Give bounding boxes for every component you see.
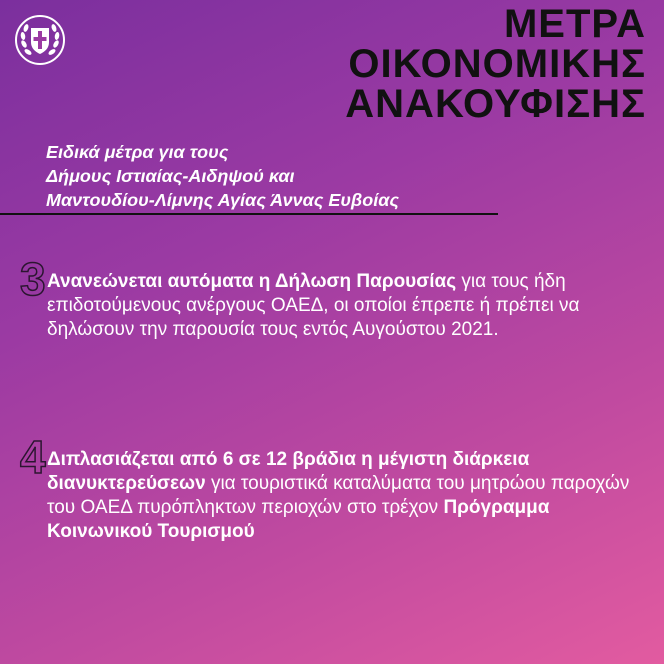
measure-body-text: για τους ήδη επιδοτούμενους ανέργους ΟΑΕΔ, οι οποίοι έπρεπε ή πρέπει να δηλώσουν την παρουσία τους εντός Αυγούστου 2021. bbox=[47, 271, 580, 340]
measure-number: 4 bbox=[20, 431, 46, 483]
measure-bold-text: Διπλασιάζεται από 6 σε 12 βράδια η μέγιστη διάρκεια διανυκτερεύσεων bbox=[47, 449, 530, 494]
subtitle-line-3: Μαντουδίου-Λίμνης Αγίας Άννας Ευβοίας bbox=[46, 190, 399, 210]
measure-bold-text-2: Πρόγραμμα Κοινωνικού Τουρισμού bbox=[47, 497, 550, 542]
measure-text bbox=[47, 270, 647, 342]
headline-line-3: ΑΝΑΚΟΥΦΙΣΗΣ bbox=[345, 82, 646, 126]
measure-bold-text: Ανανεώνεται αυτόματα η Δήλωση Παρουσίας bbox=[47, 271, 457, 292]
measure-text bbox=[47, 448, 647, 544]
subtitle bbox=[46, 140, 516, 212]
subtitle-underline bbox=[0, 213, 498, 215]
greek-coat-of-arms-icon bbox=[14, 14, 66, 66]
subtitle-line-1: Ειδικά μέτρα για τους bbox=[46, 142, 229, 162]
subtitle-line-2: Δήμους Ιστιαίας-Αιδηψού και bbox=[46, 166, 295, 186]
headline bbox=[345, 4, 646, 124]
measure-number: 3 bbox=[20, 253, 46, 305]
headline-line-2: ΟΙΚΟΝΟΜΙΚΗΣ bbox=[348, 42, 646, 86]
measure-body-text: για τουριστικά καταλύματα του μητρώου παροχών του ΟΑΕΔ πυρόπληκτων περιοχών στο τρέχον bbox=[47, 473, 630, 518]
headline-line-1: ΜΕΤΡΑ bbox=[503, 2, 646, 46]
